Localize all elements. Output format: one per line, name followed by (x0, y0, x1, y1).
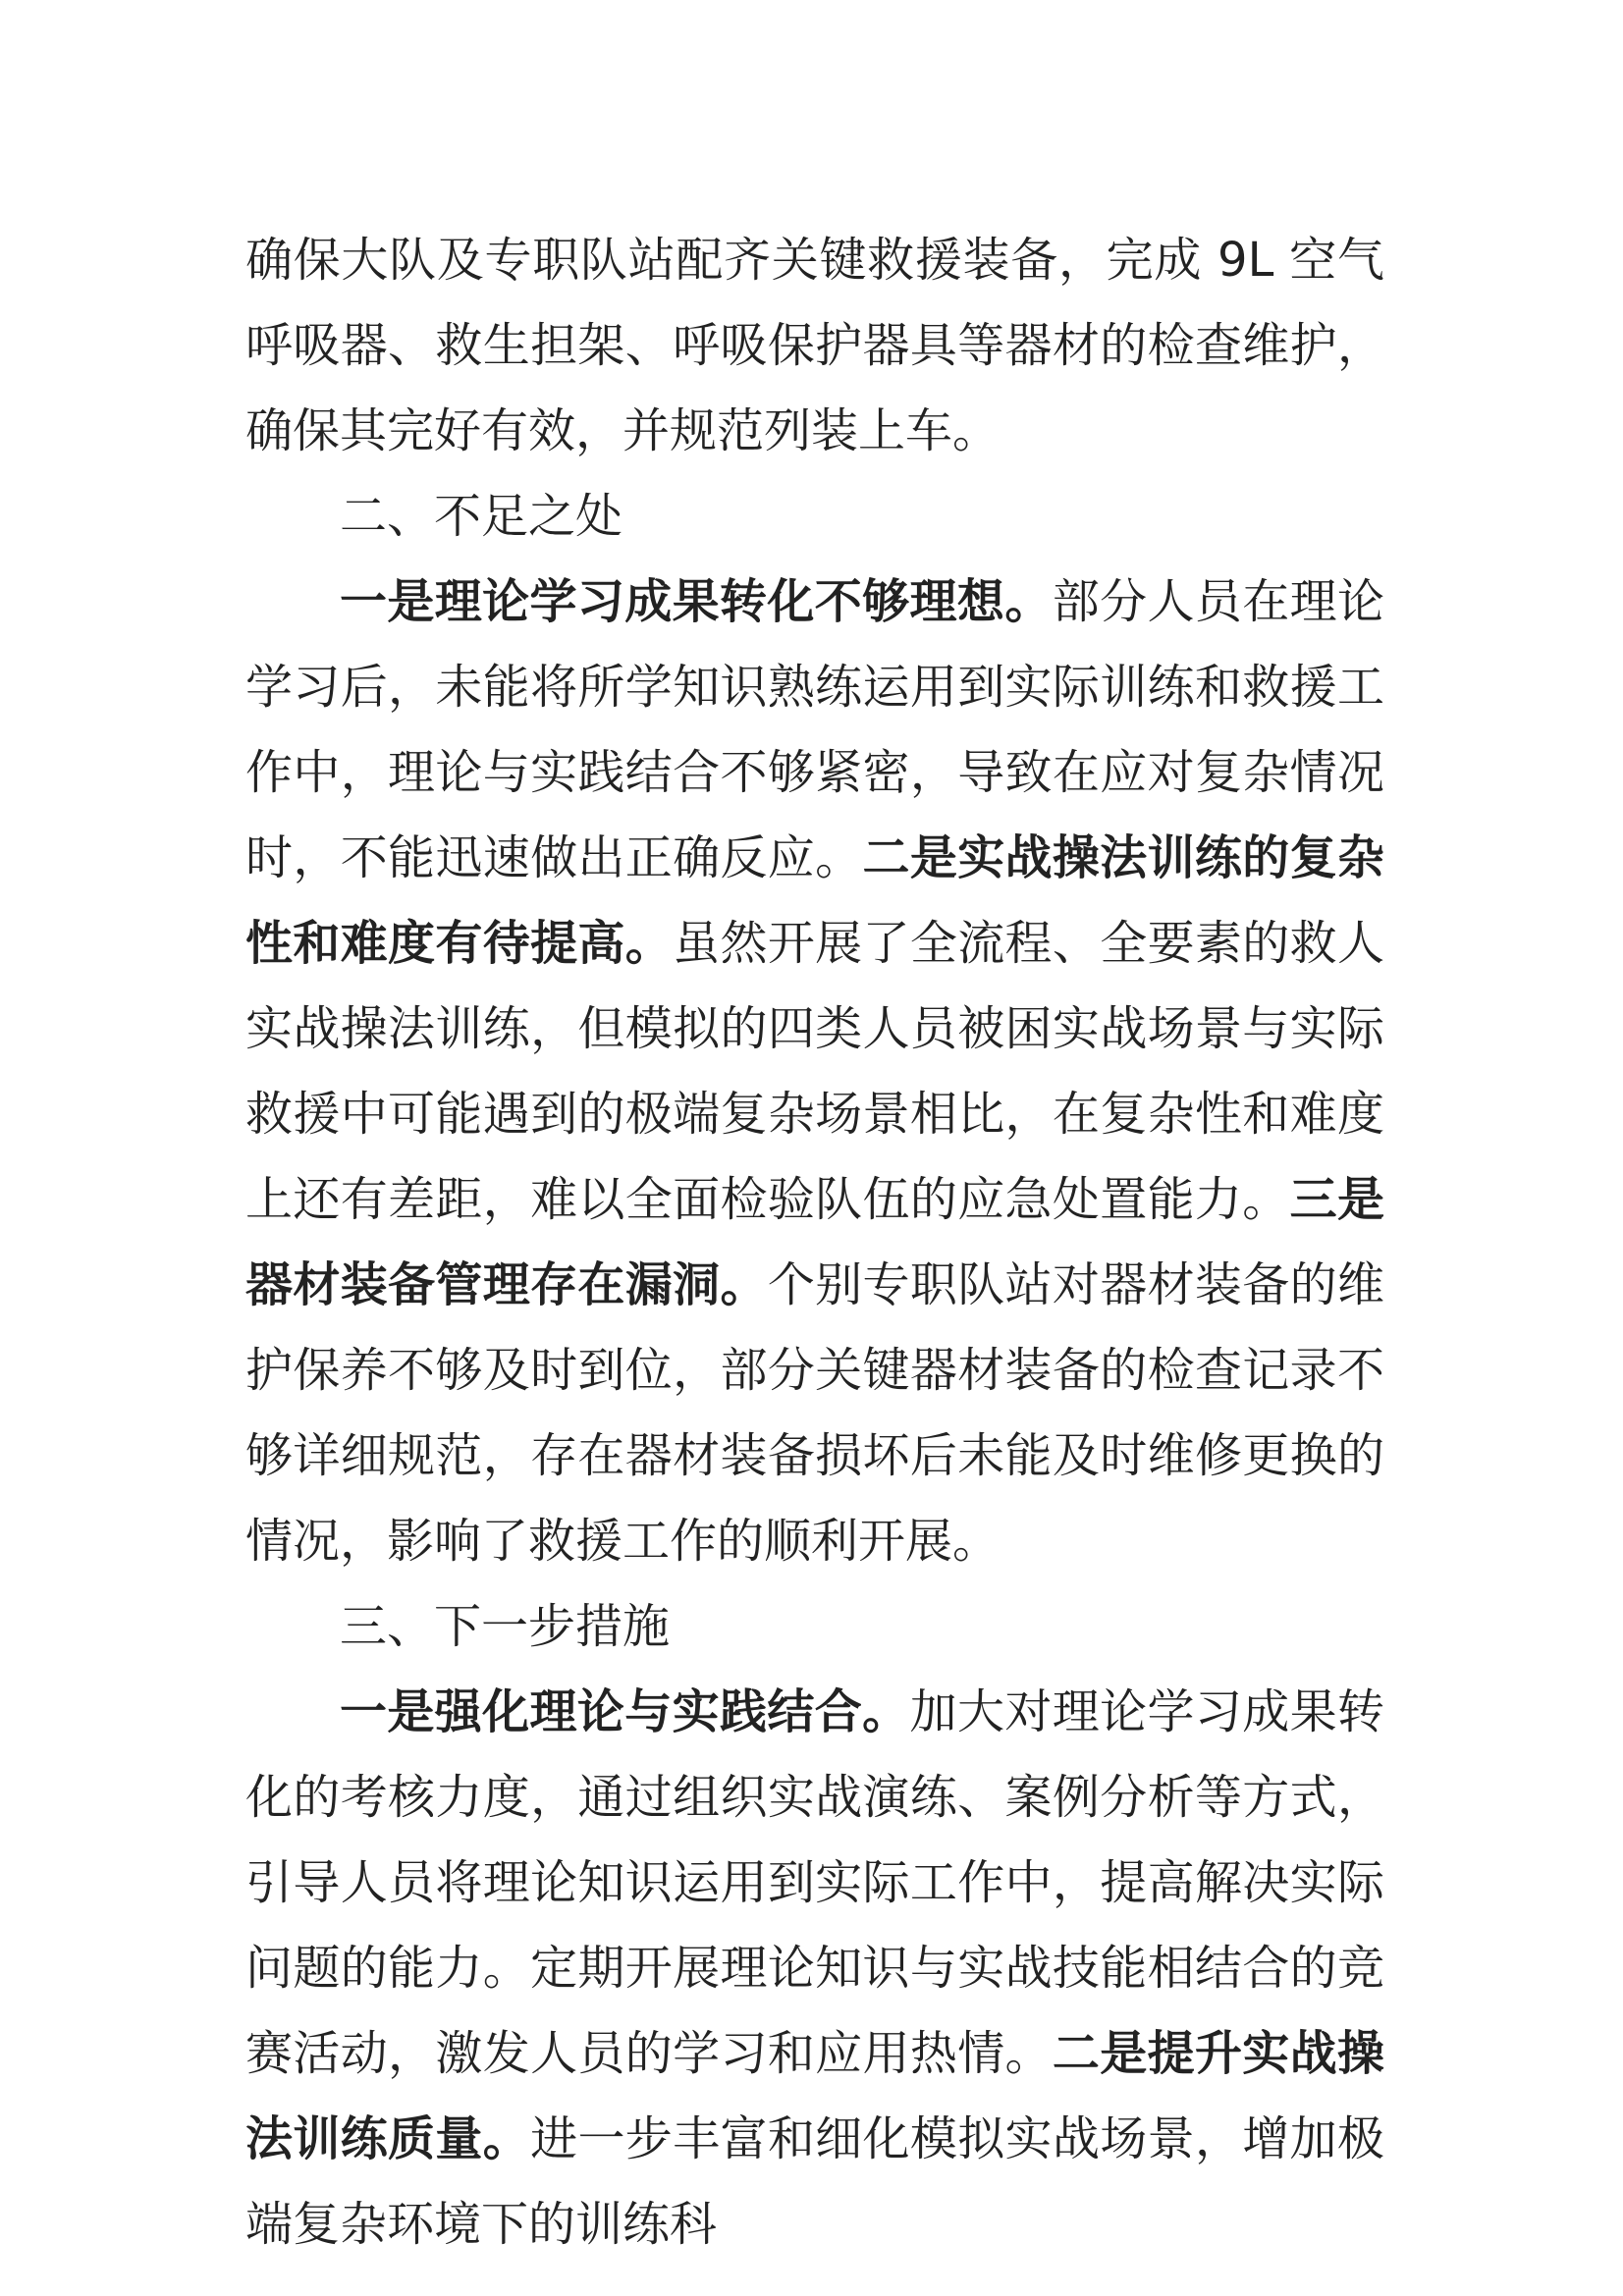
paragraph-shortcomings (245, 560, 1384, 1584)
document-body (245, 218, 1384, 2268)
point-2-bold: 二是实战操法训练的复杂性和难度有待提高。 (245, 830, 1384, 971)
measure-1-bold: 一是强化理论与实践结合。 (340, 1684, 910, 1739)
point-2-text: 虽然开展了全流程、全要素的救人实战操法训练，但模拟的四类人员被困实战场景与实际救援中可能遇到的极端复杂场景相比，在复杂性和难度上还有差距，难以全面检验队伍的应急处置能力。 (245, 916, 1384, 1227)
point-3-bold: 三是器材装备管理存在漏洞。 (245, 1172, 1384, 1312)
section-heading-next-steps: 三、下一步措施 (340, 1599, 671, 1654)
paragraph-next-steps (245, 1670, 1384, 2268)
measure-2-text: 进一步丰富和细化模拟实战场景，增加极端复杂环境下的训练科 (245, 2111, 1384, 2252)
point-1-bold: 一是理论学习成果转化不够理想。 (340, 574, 1053, 629)
paragraph-equipment-continuation: 确保大队及专职队站配齐关键救援装备，完成 9L 空气呼吸器、救生担架、呼吸保护器具等器材的检查维护，确保其完好有效，并规范列装上车。 (245, 233, 1384, 458)
measure-2-bold: 二是提升实战操法训练质量。 (245, 2026, 1384, 2166)
point-3-text: 个别专职队站对器材装备的维护保养不够及时到位，部分关键器材装备的检查记录不够详细规范，存在器材装备损坏后未能及时维修更换的情况，影响了救援工作的顺利开展。 (245, 1257, 1384, 1569)
section-heading-shortcomings: 二、不足之处 (340, 489, 623, 544)
measure-1-text: 加大对理论学习成果转化的考核力度，通过组织实战演练、案例分析等方式，引导人员将理论知识运用到实际工作中，提高解决实际问题的能力。定期开展理论知识与实战技能相结合的竞赛活动，激发人员的学习和应用热情。 (245, 1684, 1384, 2081)
point-1-text: 部分人员在理论学习后，未能将所学知识熟练运用到实际训练和救援工作中，理论与实践结合不够紧密，导致在应对复杂情况时，不能迅速做出正确反应。 (245, 574, 1384, 885)
